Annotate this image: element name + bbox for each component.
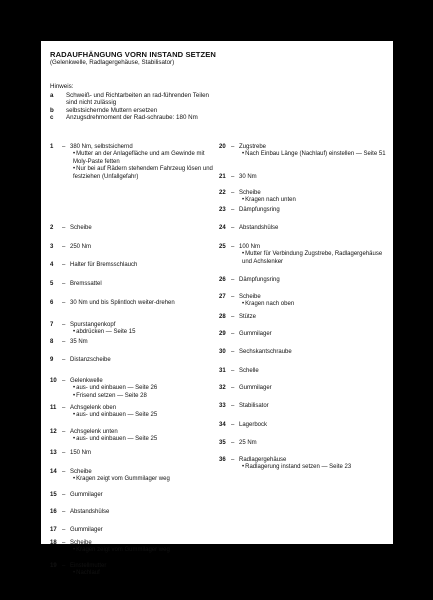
item-note: • Kragen zeigt vom Gummilager weg — [70, 547, 218, 554]
hinweis-title: Hinweis: — [50, 83, 74, 90]
item-body — [70, 469, 218, 484]
item-body — [239, 207, 391, 214]
item-dash: – — [231, 244, 235, 250]
item-dash: – — [62, 540, 66, 546]
item-label: Gelenkwelle — [70, 378, 103, 384]
document-header — [50, 50, 387, 67]
document-page — [41, 41, 393, 577]
item-label: Sechskantschraube — [239, 349, 292, 355]
item-label: 25 Nm — [239, 440, 257, 446]
item-label: Gummilager — [70, 527, 103, 533]
item-dash: – — [231, 403, 235, 409]
item-label: 35 Nm — [70, 339, 88, 345]
item-label: Dämpfungsring — [239, 277, 280, 283]
item-number: 19 — [50, 563, 57, 569]
item-body — [239, 349, 391, 356]
item-body — [70, 300, 218, 307]
item-dash: – — [231, 294, 235, 300]
item-note: • Nach Einbau Länge (Nachlauf) einstellen — Seite 51 — [239, 151, 391, 158]
item-dash: – — [62, 144, 66, 150]
item-number: 7 — [50, 322, 54, 328]
item-body — [70, 405, 218, 420]
item-label: Gummilager — [70, 492, 103, 498]
item-body — [70, 378, 218, 400]
legend-item — [50, 144, 218, 181]
item-number: 27 — [219, 294, 226, 300]
item-body — [239, 144, 391, 159]
item-dash: – — [231, 190, 235, 196]
item-dash: – — [62, 492, 66, 498]
item-dash: – — [62, 300, 66, 306]
item-label: Gummilager — [239, 385, 272, 391]
legend-item — [219, 244, 391, 266]
item-label: 30 Nm — [239, 174, 257, 180]
item-body — [70, 339, 218, 346]
item-number: 35 — [219, 440, 226, 446]
item-body — [239, 174, 391, 181]
item-body — [70, 322, 218, 337]
item-dash: – — [62, 450, 66, 456]
legend-item — [219, 277, 391, 284]
item-label: Achsgelenk unten — [70, 429, 118, 435]
item-body — [239, 385, 391, 392]
item-number: 1 — [50, 144, 54, 150]
legend-item — [219, 174, 391, 181]
item-body — [70, 429, 218, 444]
item-number: 22 — [219, 190, 226, 196]
item-dash: – — [62, 563, 66, 569]
item-number: 6 — [50, 300, 54, 306]
item-label: Scheibe — [70, 225, 92, 231]
item-label: Distanzscheibe — [70, 357, 111, 363]
item-note: • Kragen nach oben — [239, 301, 391, 308]
item-label: Einstellmutter — [70, 563, 107, 569]
note-b — [50, 107, 220, 115]
item-dash: – — [62, 509, 66, 515]
item-number: 24 — [219, 225, 226, 231]
item-label: 30 Nm und bis Splintloch weiter-drehen — [70, 300, 175, 306]
legend-item — [50, 405, 218, 420]
legend-item — [219, 207, 391, 214]
legend-item — [219, 190, 391, 205]
item-number: 18 — [50, 540, 57, 546]
item-label: Gummilager — [239, 331, 272, 337]
item-number: 14 — [50, 469, 57, 475]
item-note: • Kragen nach unten — [239, 197, 391, 204]
item-body — [70, 509, 218, 516]
item-dash: – — [62, 262, 66, 268]
item-body — [70, 492, 218, 499]
item-label: Scheibe — [239, 190, 261, 196]
item-label: 150 Nm — [70, 450, 92, 456]
item-body — [70, 262, 218, 269]
item-number: 12 — [50, 429, 57, 435]
legend-item — [50, 322, 218, 337]
item-dash: – — [231, 314, 235, 320]
item-note: • aus- und einbauen — Seite 26 — [70, 385, 218, 392]
legend-item — [219, 314, 391, 321]
note-a — [50, 92, 220, 107]
item-number: 32 — [219, 385, 226, 391]
legend-item — [219, 144, 391, 159]
item-body — [239, 244, 391, 266]
note-letter: b — [50, 106, 54, 114]
item-number: 3 — [50, 244, 54, 250]
legend-item — [219, 368, 391, 375]
item-dash: – — [231, 331, 235, 337]
item-number: 11 — [50, 405, 57, 411]
item-number: 30 — [219, 349, 226, 355]
item-label: Lagerbock — [239, 422, 268, 428]
note-letter: c — [50, 114, 54, 122]
item-label: Abstandshülse — [70, 509, 110, 515]
legend-item — [50, 262, 218, 269]
item-dash: – — [231, 277, 235, 283]
item-note: • aus- und einbauen — Seite 25 — [70, 412, 218, 419]
item-dash: – — [231, 385, 235, 391]
item-body — [239, 368, 391, 375]
legend-item — [50, 378, 218, 400]
item-body — [70, 540, 218, 555]
item-dash: – — [231, 225, 235, 231]
item-label: Scheibe — [239, 294, 261, 300]
item-dash: – — [62, 378, 66, 384]
note-text: Anzugsdrehmoment der Rad-schraube: 180 Nm — [66, 114, 198, 122]
legend-item — [50, 357, 218, 364]
item-note: • Frisend setzen — Seite 28 — [70, 393, 218, 400]
item-note: • Radlagerung instand setzen — Seite 23 — [239, 464, 391, 471]
item-number: 20 — [219, 144, 226, 150]
item-label: 250 Nm — [70, 244, 92, 250]
page-subtitle: (Gelenkwelle, Radlagergehäuse, Stabilisator) — [50, 59, 175, 66]
item-body — [239, 331, 391, 338]
item-label: Dämpfungsring — [239, 207, 280, 213]
note-text: selbstsichernde Muttern ersetzen — [66, 106, 158, 114]
item-label: Stabilisator — [239, 403, 269, 409]
item-note: • Nur bei auf Rädern stehendem Fahrzeug lösen und festziehen (Unfallgefahr) — [70, 166, 218, 181]
item-body — [239, 190, 391, 205]
item-label: Spurstangenkopf — [70, 322, 116, 328]
item-body — [70, 563, 218, 578]
item-body — [239, 277, 391, 284]
item-number: 16 — [50, 509, 57, 515]
legend-item — [219, 349, 391, 356]
note-letter: a — [50, 91, 54, 99]
item-dash: – — [62, 339, 66, 345]
item-body — [239, 440, 391, 447]
item-note: • Mutter für Verbindung Zugstrebe, Radlagergehäuse und Achslenker — [239, 251, 391, 266]
legend-item — [219, 331, 391, 338]
item-note: • Kragen zeigt vom Gummilager weg — [70, 476, 218, 483]
note-c — [50, 114, 220, 122]
item-note: • Nachlauf — [70, 570, 218, 577]
item-dash: – — [62, 281, 66, 287]
item-label: Schelle — [239, 368, 259, 374]
legend-item — [50, 429, 218, 444]
legend-item — [50, 300, 218, 307]
item-dash: – — [231, 440, 235, 446]
legend-item — [219, 440, 391, 447]
item-label: 100 Nm — [239, 244, 261, 250]
item-number: 26 — [219, 277, 226, 283]
item-body — [239, 314, 391, 321]
item-number: 5 — [50, 281, 54, 287]
legend-item — [50, 281, 218, 288]
legend-item — [50, 509, 218, 516]
item-dash: – — [231, 422, 235, 428]
item-note: • Mutter an der Anlagefläche und am Gewinde mit Moly-Paste fetten — [70, 151, 218, 166]
item-label: Bremssattel — [70, 281, 102, 287]
page-title: RADAUFHÄNGUNG VORN INSTAND SETZEN — [50, 50, 217, 59]
item-dash: – — [62, 429, 66, 435]
legend-item — [50, 339, 218, 346]
item-number: 33 — [219, 403, 226, 409]
item-note: • aus- und einbauen — Seite 25 — [70, 436, 218, 443]
legend-item — [50, 540, 218, 555]
item-label: Abstandshülse — [239, 225, 279, 231]
item-dash: – — [62, 322, 66, 328]
item-body — [239, 225, 391, 232]
legend-item — [219, 457, 391, 472]
item-number: 17 — [50, 527, 57, 533]
item-number: 13 — [50, 450, 57, 456]
item-dash: – — [62, 527, 66, 533]
item-body — [70, 450, 218, 457]
item-dash: – — [231, 144, 235, 150]
item-number: 25 — [219, 244, 226, 250]
hinweis-block — [50, 83, 220, 122]
legend-item — [50, 225, 218, 232]
item-number: 2 — [50, 225, 54, 231]
item-dash: – — [231, 174, 235, 180]
item-dash: – — [231, 207, 235, 213]
item-body — [239, 403, 391, 410]
item-number: 29 — [219, 331, 226, 337]
item-number: 8 — [50, 339, 54, 345]
legend-item — [50, 563, 218, 578]
legend-item — [50, 469, 218, 484]
item-number: 23 — [219, 207, 226, 213]
item-number: 31 — [219, 368, 226, 374]
item-number: 36 — [219, 457, 226, 463]
item-dash: – — [231, 368, 235, 374]
item-label: Scheibe — [70, 540, 92, 546]
item-label: Halter für Bremsschlauch — [70, 262, 138, 268]
item-label: Achsgelenk oben — [70, 405, 117, 411]
legend-item — [50, 492, 218, 499]
item-body — [70, 144, 218, 181]
legend-item — [50, 527, 218, 534]
item-number: 9 — [50, 357, 54, 363]
item-number: 4 — [50, 262, 54, 268]
item-dash: – — [62, 357, 66, 363]
legend-item — [219, 385, 391, 392]
item-number: 15 — [50, 492, 57, 498]
legend-item — [219, 403, 391, 410]
item-body — [239, 422, 391, 429]
item-label: Zugstrebe — [239, 144, 267, 150]
item-body — [70, 225, 218, 232]
item-label: 380 Nm, selbstsichernd — [70, 144, 133, 150]
item-dash: – — [62, 469, 66, 475]
item-note: • abdrücken — Seite 15 — [70, 329, 218, 336]
legend-item — [219, 225, 391, 232]
item-dash: – — [62, 225, 66, 231]
item-dash: – — [62, 244, 66, 250]
item-number: 34 — [219, 422, 226, 428]
legend-item — [50, 450, 218, 457]
item-dash: – — [231, 349, 235, 355]
legend-item — [50, 244, 218, 251]
item-label: Stütze — [239, 314, 257, 320]
item-number: 10 — [50, 378, 57, 384]
item-body — [70, 244, 218, 251]
item-body — [70, 357, 218, 364]
legend-item — [219, 294, 391, 309]
item-body — [70, 527, 218, 534]
note-text: Schweiß- und Richtarbeiten an rad-führenden Teilen sind nicht zulässig — [66, 91, 209, 107]
item-number: 21 — [219, 174, 226, 180]
item-dash: – — [62, 405, 66, 411]
item-number: 28 — [219, 314, 226, 320]
item-body — [70, 281, 218, 288]
item-body — [239, 457, 391, 472]
item-label: Radlagergehäuse — [239, 457, 287, 463]
item-body — [239, 294, 391, 309]
legend-item — [219, 422, 391, 429]
item-label: Scheibe — [70, 469, 92, 475]
item-dash: – — [231, 457, 235, 463]
